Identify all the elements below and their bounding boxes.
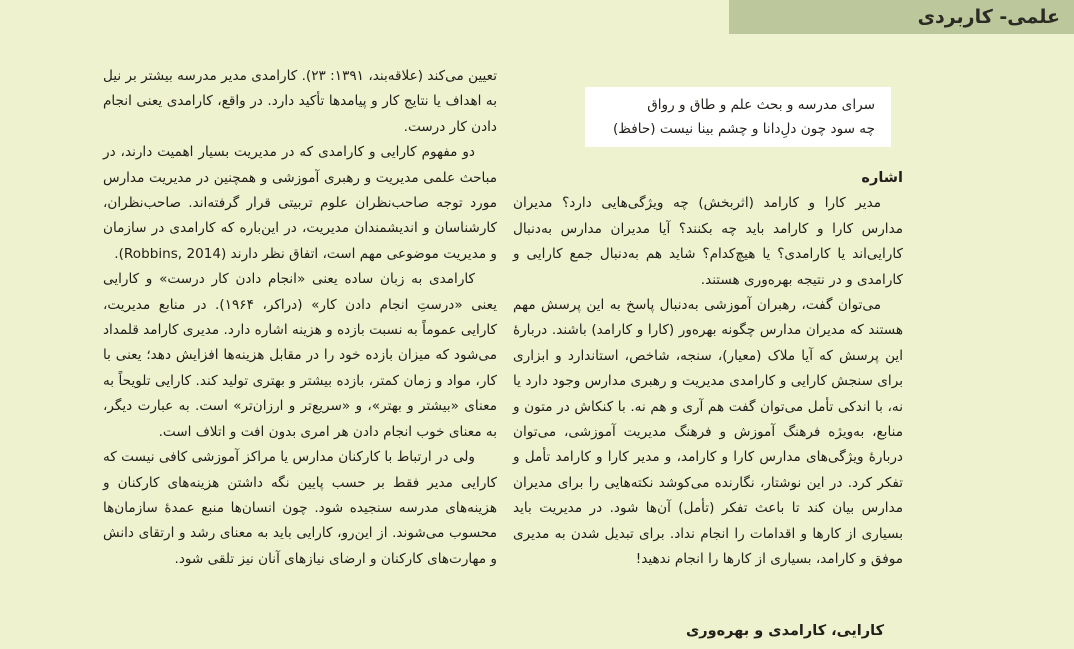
poem-box xyxy=(585,87,891,147)
body-paragraph: ولی در ارتباط با کارکنان مدارس یا مراکز آموزشی کافی نیست که کارایی مدیر فقط بر حسب پایین نگه داشتن هزینه‌های کارکنان و هزینه‌های مدرسه سنجیده شود. چون انسان‌ها منبع عمدهٔ سازمان‌ها محسوب می‌شوند. از این‌رو، کارایی باید به معنای رشد و ارتقای دانش و مهارت‌های کارکنان و ارضای نیازهای آنان نیز تلقی شود. xyxy=(103,449,497,567)
section-heading: کارایی، کارامدی و بهره‌وری xyxy=(685,623,884,639)
right-column xyxy=(513,166,903,573)
intro-heading: اشاره xyxy=(861,170,903,186)
poem-line-2: چه سود چون دلِ‌دانا و چشم بینا نیست (حافظ) xyxy=(612,121,875,137)
poem-line-1: سرای مدرسه و بحث علم و طاق و رواق xyxy=(647,97,875,113)
section-label-banner xyxy=(729,0,1074,34)
body-paragraph: کارامدی به زبان ساده یعنی «انجام دادن کار درست» و کارایی یعنی «درستِ انجام دادن کار» (دراکر، ۱۹۶۴). در منابع مدیریت، کارایی عموماً به نسبت بازده و هزینه اشاره دارد. مدیری کارامد قلمداد می‌شود که میزان بازده خود را در مقابل هزینه‌ها افزایش دهد؛ یعنی با کار، مواد و زمان کمتر، بازده بیشتر و بهتری تولید کند. کارایی تلویحاً به معنای «بیشتر و بهتر»، و «سریع‌تر و ارزان‌تر» است. به عبارت دیگر، به معنای خوب انجام دادن هر امری بدون افت و اتلاف است. xyxy=(103,271,497,440)
body-paragraph: دو مفهوم کارایی و کارامدی که در مدیریت بسیار اهمیت دارند، در مباحث علمی مدیریت و رهبری آموزشی و همچنین در مدیریت مدارس مورد توجه صاحب‌نظران علوم تربیتی قرار گرفته‌اند. صاحب‌نظران، کارشناسان و اندیشمندان مدیریت، در این‌باره که کارامدی در سازمان و مدیریت موضوعی مهم است، اتفاق نظر دارند (Robbins, 2014). xyxy=(103,144,497,262)
intro-paragraph: مدیر کارا و کارامد (اثربخش) چه ویژگی‌هایی دارد؟ مدیران مدارس کارا و کارامد باید چه بکنند؟ آیا مدیران مدارس به‌دنبال کارایی‌اند یا کارامدی؟ یا هیچ‌کدام؟ شاید هم به‌دنبال جمع کارایی و کارامدی و در نتیجه بهره‌وری هستند. xyxy=(513,195,903,288)
body-paragraph: تعیین می‌کند (علاقه‌بند، ۱۳۹۱: ۲۳). کارامدی مدیر مدرسه بیشتر بر نیل به اهداف یا نتایج کار و پیامدها تأکید دارد. در واقع، کارامدی یعنی انجام دادن کار درست. xyxy=(103,68,497,135)
section-label: علمی- کاربردی xyxy=(917,6,1060,28)
body-paragraph: می‌توان گفت، رهبران آموزشی به‌دنبال پاسخ به این پرسش مهم هستند که مدیران مدارس چگونه بهره‌ور (کارا و کارامد) باشند. دربارهٔ این پرسش که آیا ملاک (معیار)، سنجه، شاخص، استاندارد و ابزاری برای سنجش کارایی و کارامدی مدیریت و رهبری مدارس وجود دارد یا نه، با اندکی تأمل می‌توان گفت هم آری و هم نه. با کنکاش در متون و منابع، به‌ویژه فرهنگ آموزش و فرهنگ مدیریت آموزشی، می‌توان دربارهٔ ویژگی‌های مدارس کارا و کارامد، و مدیر کارا و کارامد تأمل و تفکر کرد. در این نوشتار، نگارنده می‌کوشد نکته‌هایی را برای مدیران مدارس بیان کند تا باعث تفکر (تأمل) آن‌ها شود. در مدیریت باید بسیاری از کارها و اقدامات را انجام نداد. برای تبدیل شدن به مدیری موفق و کارامد، بسیاری از کارها را انجام ندهید! xyxy=(513,297,903,568)
left-column xyxy=(103,64,497,572)
